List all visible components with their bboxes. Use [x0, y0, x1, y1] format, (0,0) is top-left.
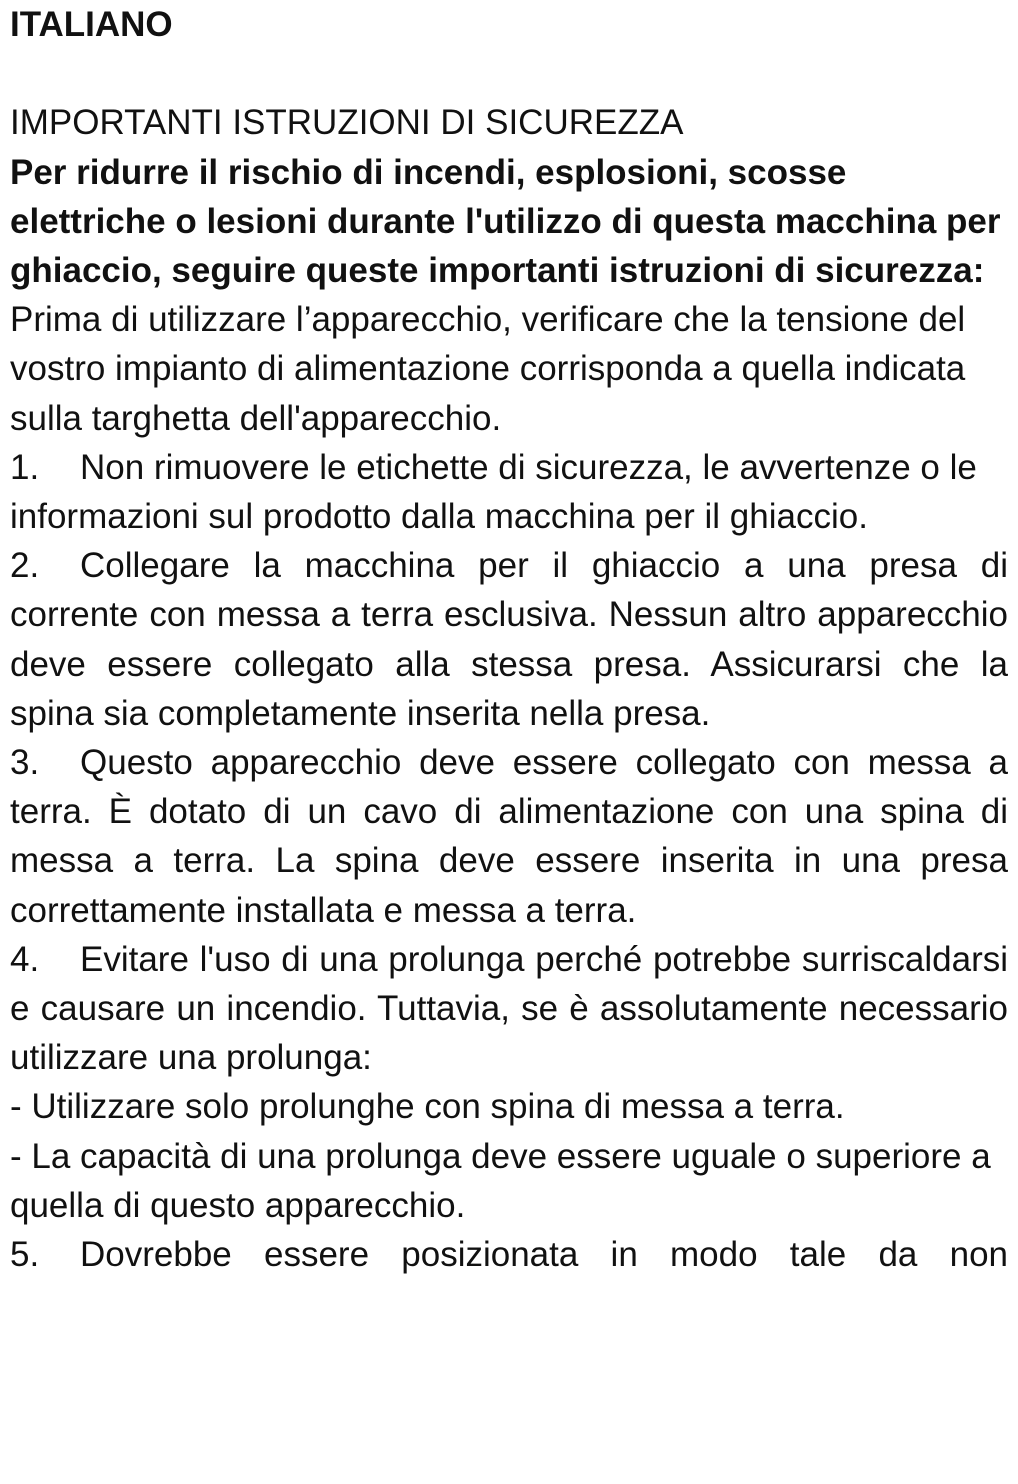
section-title: IMPORTANTI ISTRUZIONI DI SICUREZZA	[10, 103, 684, 143]
language-heading: ITALIANO	[10, 5, 173, 44]
list-item-text: Questo apparecchio deve essere collegato con messa a terra. È dotato di un cavo di alimentazione con una spina di messa a terra. La spina deve essere inserita in una presa correttamente installata e messa a terra.	[10, 743, 1008, 930]
sub-list-item: - La capacità di una prolunga deve essere uguale o superiore a quella di questo apparecchio.	[10, 1136, 991, 1225]
list-item-number: 3.	[10, 743, 40, 783]
list-item-text: Evitare l'uso di una prolunga perché potrebbe surriscaldarsi e causare un incendio. Tuttavia, se è assolutamente necessario utilizzare una prolunga:	[10, 939, 1008, 1078]
list-item	[10, 443, 1008, 541]
list-item-number: 2.	[10, 546, 40, 586]
intro-warning: Per ridurre il rischio di incendi, esplosioni, scosse elettriche o lesioni durante l'utilizzo di questa macchina per ghiaccio, seguire queste importanti istruzioni di sicurezza:	[10, 152, 1001, 290]
list-item-number: 4.	[10, 939, 40, 979]
list-item-number: 5.	[10, 1235, 40, 1275]
intro-paragraph: Prima di utilizzare l’apparecchio, verificare che la tensione del vostro impianto di alimentazione corrisponda a quella indicata sulla targhetta dell'apparecchio.	[10, 300, 966, 438]
list-item	[10, 1230, 1008, 1279]
blank-line	[10, 49, 1008, 98]
document-page	[10, 0, 1008, 1279]
list-item	[10, 541, 1008, 738]
sub-list-item: - Utilizzare solo prolunghe con spina di messa a terra.	[10, 1087, 845, 1127]
list-item-text: Dovrebbe essere posizionata in modo tale da non	[80, 1235, 1008, 1275]
list-item	[10, 738, 1008, 935]
list-item-number: 1.	[10, 447, 40, 487]
list-item	[10, 935, 1008, 1083]
list-item-text: Non rimuovere le etichette di sicurezza, le avvertenze o le informazioni sul prodotto dalla macchina per il ghiaccio.	[10, 447, 977, 536]
list-item-text: Collegare la macchina per il ghiaccio a una presa di corrente con messa a terra esclusiva. Nessun altro apparecchio deve essere collegato alla stessa presa. Assicurarsi che la spina sia completamente inserita nella presa.	[10, 546, 1008, 733]
